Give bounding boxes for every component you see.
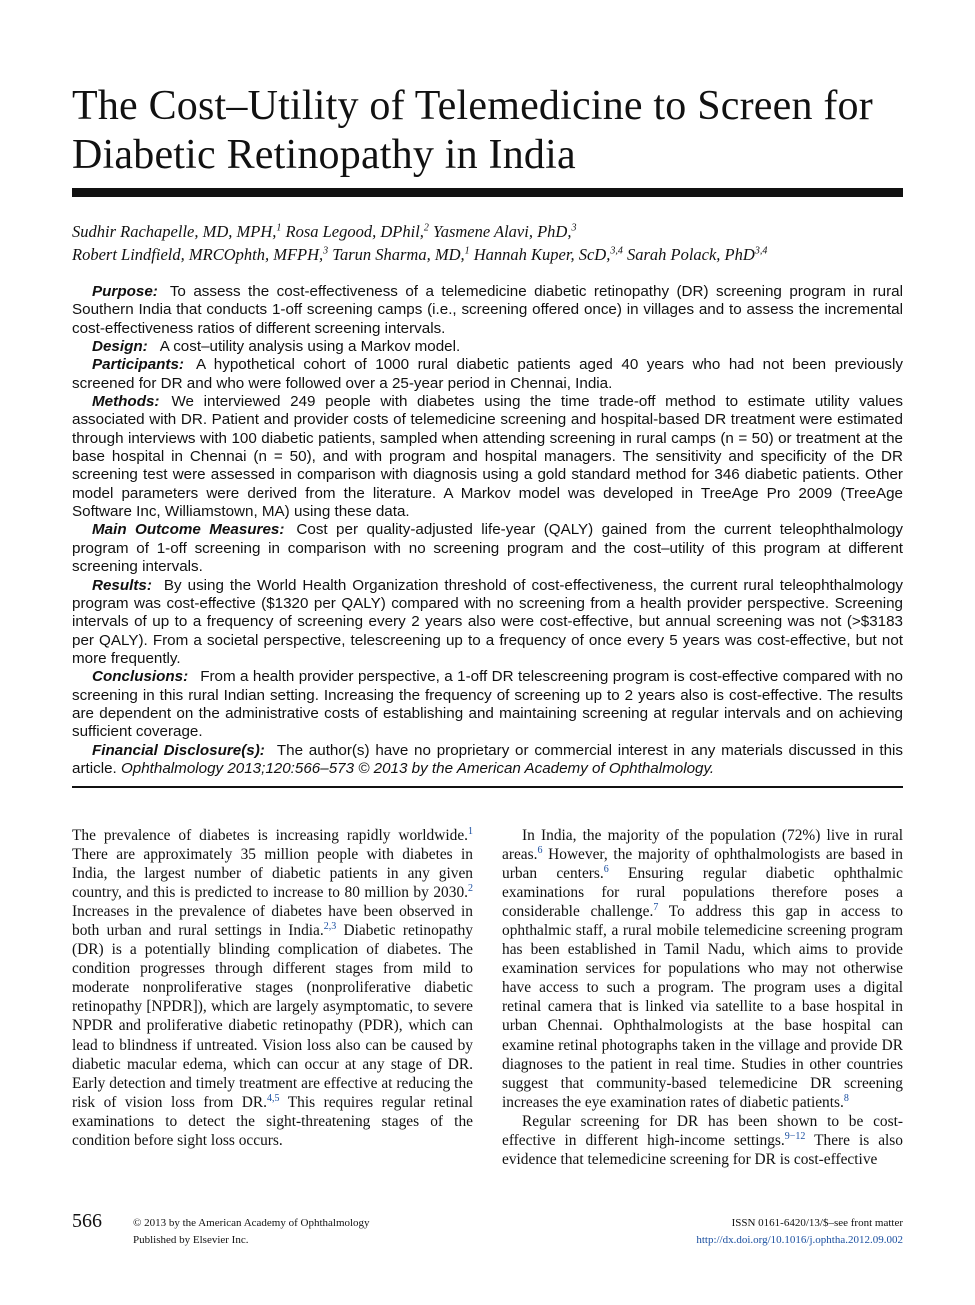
author-affiliation: 3 [571,222,577,234]
reference-link[interactable]: 1 [468,825,473,837]
abstract-label: Financial Disclosure(s): [92,741,265,759]
body-text: Ensuring regular diabetic ophthalmic examinations for rural populations therefore poses a considerable challenge. [502,865,904,921]
body-column-left [72,826,473,1150]
author-affiliation: 1 [276,222,282,234]
issn-line: ISSN 0161-6420/13/$–see front matter [731,1217,903,1229]
body-paragraph [72,826,473,1150]
reference-link[interactable]: 9−12 [784,1130,806,1142]
author-line-2 [72,243,912,266]
abstract-label: Conclusions: [92,668,189,686]
body-text: Diabetic retinopathy (DR) is a potentially blinding complication of diabetes. The condition progresses through different stages from mild to moderate nonproliferative stages (nonproliferative diabetic retinopathy [NPDR]), which are largely asymptomatic, to severe NPDR and proliferative diabetic retinopathy (PDR), which can lead to blindness if untreated. Vision loss also can be caused by diabetic macular edema, which can occur at any stage of DR. Early detection and timely treatment are effective at reducing the risk of vision loss from DR. [72,922,473,1111]
author-line-1 [72,220,912,243]
abstract-results [72,577,903,669]
abstract-label: Participants: [92,356,184,374]
reference-link[interactable]: 6 [603,863,609,875]
body-text: This requires regular retinal examinations to detect the sight-threatening stages of the condition before sight loss occurs. [72,1093,473,1149]
abstract-label: Results: [92,576,152,594]
abstract-text: Cost per quality-adjusted life-year (QALY) gained from the current teleophthalmology program of 1-off screening in comparison with no screening program and the cost–utility of this program at different screening intervals. [72,521,903,576]
author-affiliation: 2 [423,222,429,234]
abstract-text: We interviewed 249 people with diabetes using the time trade-off method to estimate utility values associated with DR. Patient and provider costs of telemedicine screening and hospital-based DR treatment were estimated through interviews with 100 diabetic patients, sampled when attending screening in rural camps (n = 50) or treatment at the base hospital in Chennai (n = 50), and with program and hospital managers. The sensitivity and specificity of the DR screening test were assessed in comparison with diagnosis using a gold standard method for 346 diabetic patients. Other model parameters were derived from the literature. A Markov model was developed in TreeAge Pro 2009 (TreeAge Software Inc, Williamstown, MA) using these data. [72,393,903,521]
abstract-rule [72,786,903,788]
title-rule [72,188,903,197]
author-name: Rosa Legood, DPhil, [285,222,424,241]
reference-link[interactable]: 4,5 [267,1092,280,1104]
reference-link[interactable]: 2,3 [323,921,337,933]
author-name: Yasmene Alavi, PhD, [433,222,572,241]
abstract-conclusions [72,668,903,741]
author-name: Hannah Kuper, ScD, [473,245,611,264]
body-text: There are approximately 35 million people with diabetes in India, the largest number of diabetic patients in any given country, and this is predicted to increase to 80 million by 2030. [72,846,473,902]
abstract-purpose [72,283,903,338]
abstract [72,283,903,778]
abstract-label: Methods: [92,393,160,411]
body-column-right [502,826,903,1169]
abstract-participants [72,356,903,393]
abstract-text: A hypothetical cohort of 1000 rural diabetic patients aged 40 years who had not been previously screened for DR and who were followed over a 25-year period in Chennai, India. [72,356,903,392]
author-name: Robert Lindfield, MRCOphth, MFPH, [72,245,324,264]
body-paragraph [502,826,903,1112]
author-name: Tarun Sharma, MD, [332,245,465,264]
journal-citation: Ophthalmology 2013;120:566–573 © 2013 by the American Academy of Ophthalmology. [120,759,715,777]
abstract-text: The author(s) have no proprietary or commercial interest in any materials discussed in this article. [72,741,903,777]
abstract-text: By using the World Health Organization threshold of cost-effectiveness, the current rural teleophthalmology program was cost-effective ($1320 per QALY) compared with no screening from a health provider perspective. Screening intervals of up to a frequency of screening every 2 years also were cost-effective, but annual screening was not (>$3183 per QALY). From a societal perspective, telescreening up to a frequency of once every 5 years was cost-effective, but not more frequently. [72,576,903,667]
abstract-label: Design: [92,338,148,356]
body-text: In India, the majority of the population (72%) live in rural areas. [502,827,903,864]
publisher-line: Published by Elsevier Inc. [133,1234,249,1246]
body-text: Increases in the prevalence of diabetes have been observed in both urban and rural settings in India. [72,903,473,940]
author-affiliation: 3 [323,245,329,257]
body-text: To address this gap in access to ophthalmic staff, a rural mobile telemedicine screening program has been established in Tamil Nadu, which aims to provide examination services for populations who may not otherwise have access to such a program. The program uses a digital retinal camera that is linked via satellite to a base hospital in urban Chennai. Ophthalmologists at the base hospital can examine retinal photographs taken in the village and provide DR diagnoses to the patient in real time. Studies in other countries suggest that community-based telemedicine DR screening increases the eye examination rates of diabetic patients. [502,903,903,1111]
body-text: The prevalence of diabetes is increasing rapidly worldwide. [72,827,468,844]
footer-copyright [133,1215,370,1249]
abstract-text: To assess the cost-effectiveness of a telemedicine diabetic retinopathy (DR) screening program in rural Southern India that conducts 1-off screening camps (i.e., screening offered once) in villages and to assess the incremental cost-effectiveness ratios of different screening intervals. [72,283,903,337]
reference-link[interactable]: 8 [843,1092,849,1104]
body-text: There is also evidence that telemedicine screening for DR is cost-effective [502,1131,903,1168]
doi-link[interactable]: http://dx.doi.org/10.1016/j.ophtha.2012.09.002 [696,1234,903,1246]
abstract-label: Purpose: [92,283,158,300]
author-name: Sarah Polack, PhD [626,245,755,264]
body-paragraph [502,1112,903,1169]
reference-link[interactable]: 7 [653,902,659,914]
reference-link[interactable]: 2 [468,883,473,895]
abstract-text: A cost–utility analysis using a Markov model. [159,338,461,356]
author-list [72,220,912,266]
author-affiliation: 3,4 [610,245,623,257]
abstract-design [72,338,903,356]
abstract-text: From a health provider perspective, a 1-off DR telescreening program is cost-effective compared with no screening in this rural Indian setting. Increasing the frequency of screening up to 2 years also is cost-effective. The results are dependent on the administrative costs of establishing and maintaining screening at regular intervals and on achieving sufficient coverage. [72,668,903,741]
reference-link[interactable]: 6 [537,844,543,856]
footer-identifiers [696,1215,903,1249]
body-text: Regular screening for DR has been shown to be cost-effective in different high-income settings. [502,1112,903,1149]
article-title: The Cost–Utility of Telemedicine to Screen for Diabetic Retinopathy in India [72,83,873,178]
author-affiliation: 3,4 [754,245,768,257]
page-number: 566 [72,1210,102,1232]
copyright-line: © 2013 by the American Academy of Ophthalmology [133,1217,370,1229]
abstract-label: Main Outcome Measures: [92,521,285,539]
abstract-outcome [72,521,903,576]
author-affiliation: 1 [464,245,470,257]
author-name: Sudhir Rachapelle, MD, MPH, [72,222,277,241]
abstract-methods [72,393,903,521]
body-text: However, the majority of ophthalmologists are based in urban centers. [502,846,903,883]
abstract-disclosure [72,742,903,779]
